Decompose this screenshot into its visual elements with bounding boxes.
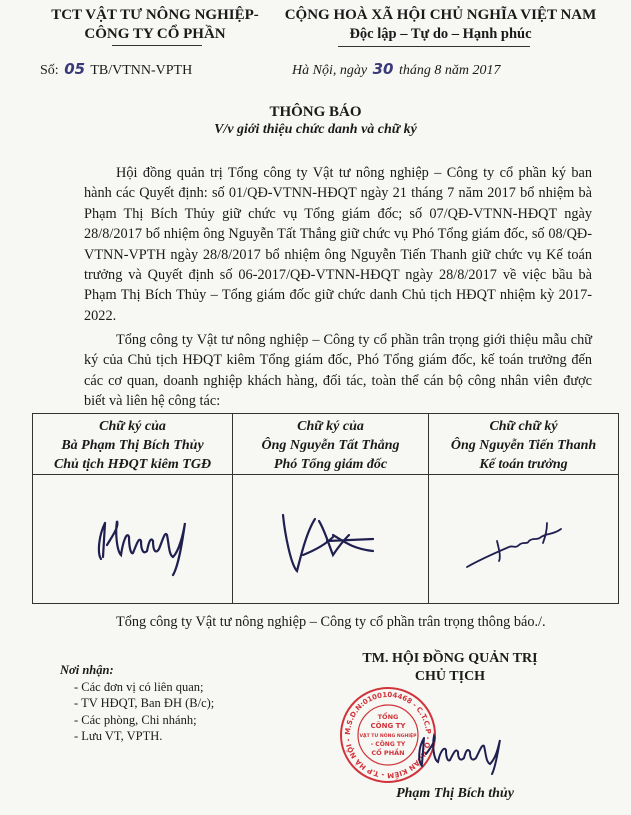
recipient-item: - TV HĐQT, Ban ĐH (B/c); [74, 695, 214, 712]
body-paragraph-2: Tổng công ty Vật tư nông nghiệp – Công ty cổ phần trân trọng giới thiệu mẫu chữ ký của Chủ tịch HĐQT kiêm Tổng giám đốc, Phó Tổng giám đốc, kế toán trưởng đến các cơ quan, doanh nghiệp khách hàng, đối tác, toàn thể cán bộ công nhân viên được biết và liên hệ công tác: [84, 332, 592, 410]
signature-cell-accountant [429, 475, 619, 604]
stamp-center-line: - CÔNG TY [370, 741, 406, 748]
sig-person-title: Chủ tịch HĐQT kiêm TGĐ [53, 457, 212, 472]
signature-table-sample-row [33, 475, 619, 604]
org-header [30, 6, 280, 44]
signature-table [32, 413, 619, 604]
sig-caption: Chữ chữ ký [489, 419, 558, 434]
sig-caption: Chữ ký của [99, 419, 166, 434]
recipient-item: - Các đơn vị có liên quan; [74, 679, 214, 696]
sig-person-title: Kế toán trưởng [479, 457, 568, 472]
org-name-line2: CÔNG TY CỔ PHẦN [84, 26, 226, 42]
chairman-signature-image [33, 475, 233, 603]
national-header [250, 6, 631, 44]
signer-block [300, 650, 600, 686]
stamp-ring-text: M.S.D.N:0100104468 - C.T.C.P - Q.HOÀN KIẾM - T.P HÀ NỘI - [343, 690, 433, 780]
docno-suffix: TB/VTNN-VPTH [90, 63, 193, 78]
sig-person-name: Ông Nguyễn Tất Thắng [261, 438, 400, 453]
nation-name: CỘNG HOÀ XÃ HỘI CHỦ NGHĨA VIỆT NAM [284, 7, 597, 23]
body-paragraph-1: Hội đồng quản trị Tổng công ty Vật tư nông nghiệp – Công ty cổ phần ký ban hành các Quyết định: số 01/QĐ-VTNN-HĐQT ngày 21 tháng 7 năm 2017 bổ nhiệm bà Phạm Thị Bích Thủy giữ chức vụ Tổng giám đốc; số 07/QĐ-VTNN-HĐQT ngày 28/8/2017 bổ nhiệm ông Nguyễn Tất Thắng giữ chức vụ Phó Tổng giám đốc, số 08/QĐ-VTNN-VPTH ngày 28/8/2017 bổ nhiệm ông Nguyễn Tiến Thanh giữ chức vụ Kế toán trưởng và Quyết định số 06-2017/QĐ-VTNN-HĐQT ngày 28/8/2017 về việc bầu bà Phạm Thị Bích Thủy – Tổng giám đốc giữ chức danh Chủ tịch HĐQT nhiệm kỳ 2017-2022. [84, 165, 592, 324]
date-place: Hà Nội, ngày [292, 63, 368, 78]
org-underline [112, 45, 202, 46]
recipients-title: Nơi nhận: [60, 663, 114, 677]
sig-person-name: Bà Phạm Thị Bích Thủy [61, 438, 204, 453]
signature-header-cell [33, 414, 233, 475]
deputy-signature-image [233, 475, 429, 603]
signer-position: CHỦ TỊCH [414, 669, 486, 684]
accountant-signature-image [429, 475, 619, 603]
recipient-item: - Các phòng, Chi nhánh; [74, 712, 214, 729]
sig-caption: Chữ ký của [297, 419, 364, 434]
stamp-center-line: CÔNG TY [370, 722, 406, 730]
docno-prefix: Số: [40, 63, 59, 78]
docno-handwritten-number: 05 [64, 60, 86, 78]
recipients-block [60, 662, 214, 745]
signature-header-cell [429, 414, 619, 475]
signature-cell-deputy [233, 475, 429, 604]
stamp-center-line: CỔ PHẦN [371, 749, 405, 757]
signer-name: Phạm Thị Bích thủy [396, 786, 514, 801]
sig-person-name: Ông Nguyễn Tiến Thanh [450, 438, 597, 453]
document-title: THÔNG BÁO [269, 104, 362, 120]
signer-role: TM. HỘI ĐỒNG QUẢN TRỊ [362, 651, 538, 666]
date-line [292, 60, 500, 79]
closing-statement: Tổng công ty Vật tư nông nghiệp – Công ty cổ phần trân trọng thông báo./. [116, 614, 546, 630]
org-name-line1: TCT VẬT TƯ NÔNG NGHIỆP- [51, 7, 259, 23]
signature-table-header-row [33, 414, 619, 475]
signature-header-cell [233, 414, 429, 475]
document-number [40, 60, 192, 79]
recipient-item: - Lưu VT, VPTH. [74, 728, 214, 745]
stamp-center-line: VẬT TƯ NÔNG NGHIỆP [359, 734, 417, 739]
motto: Độc lập – Tự do – Hạnh phúc [349, 26, 532, 42]
document-subtitle: V/v giới thiệu chức danh và chữ ký [214, 122, 417, 137]
date-month-year: tháng 8 năm 2017 [398, 63, 501, 78]
chairman-final-signature [410, 718, 510, 778]
motto-underline [338, 46, 530, 47]
signature-cell-chairman [33, 475, 233, 604]
recipients-list [60, 679, 214, 745]
sig-person-title: Phó Tổng giám đốc [273, 457, 388, 472]
date-handwritten-day: 30 [372, 60, 394, 78]
stamp-center-line: TỔNG [377, 713, 399, 721]
